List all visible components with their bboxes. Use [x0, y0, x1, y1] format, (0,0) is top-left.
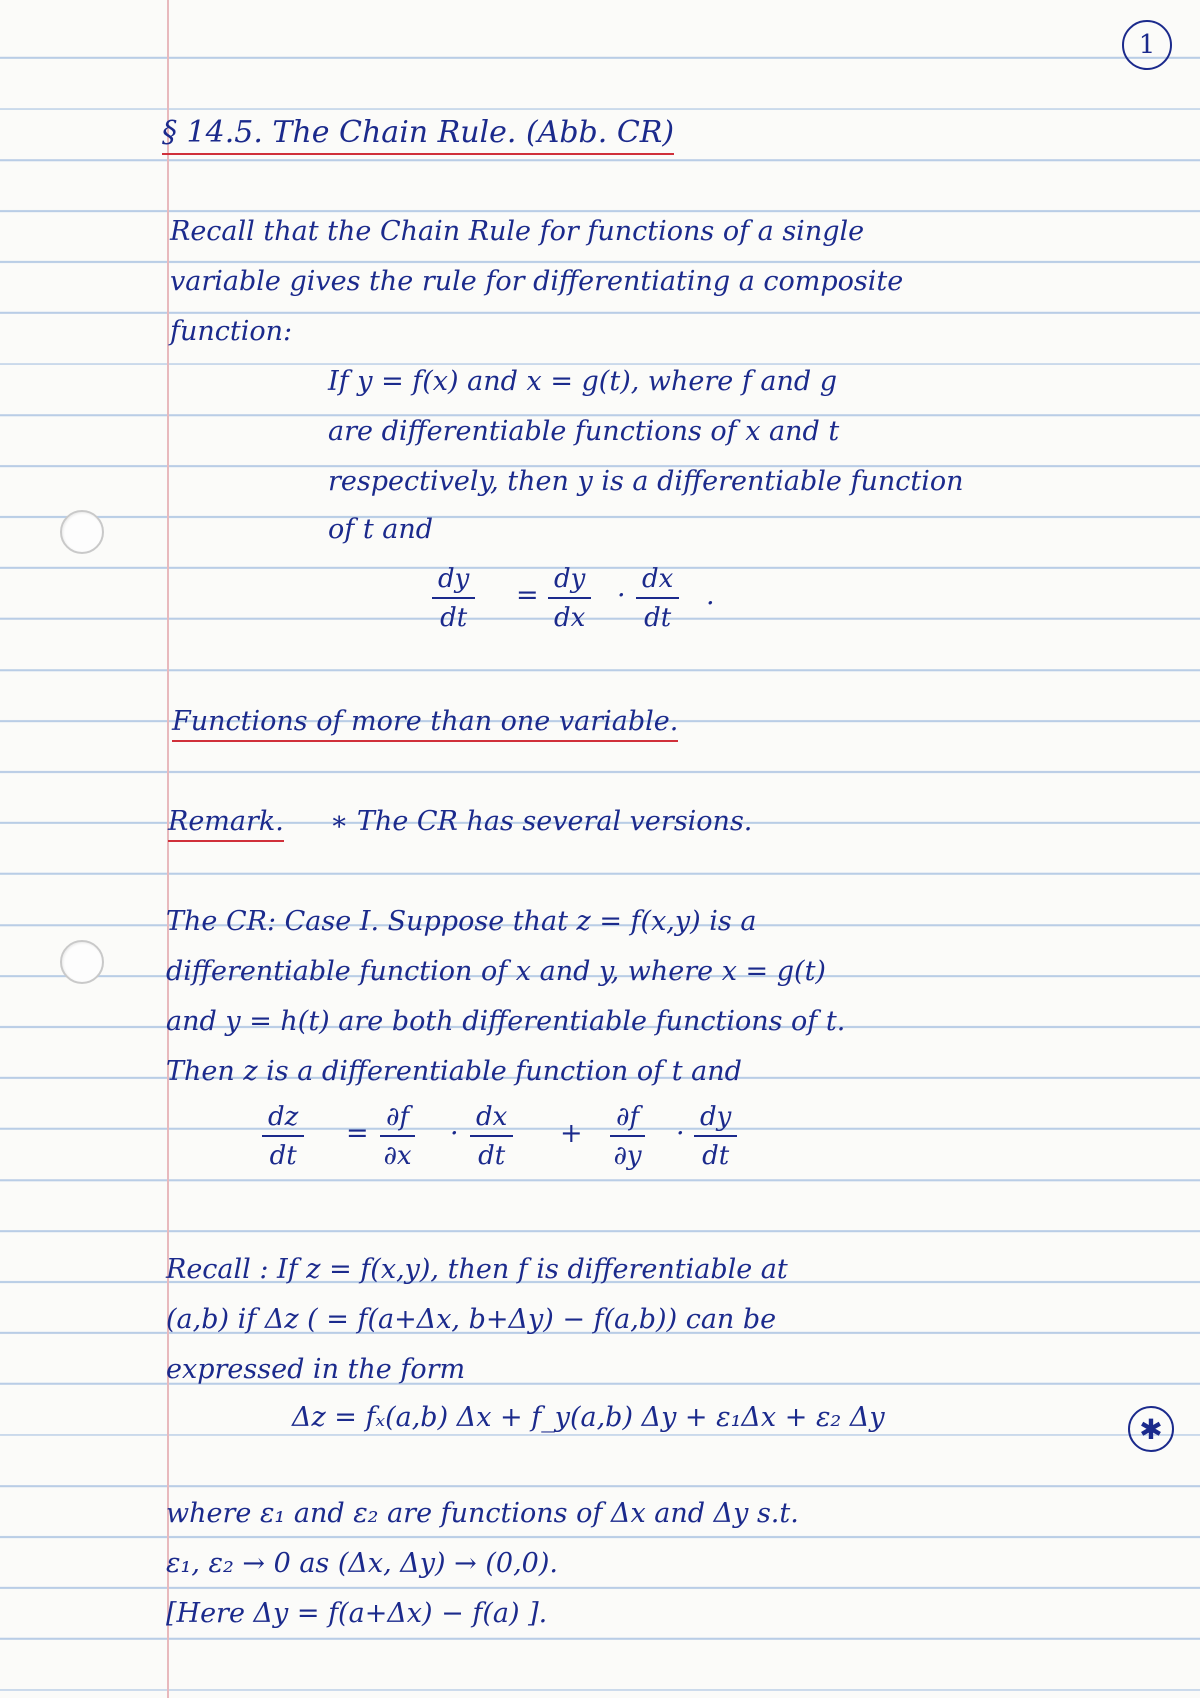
binder-hole-top — [60, 510, 104, 554]
case1-line-1: The CR: Case I. Suppose that z = f(x,y) is a — [166, 906, 757, 937]
dot-operator: · — [617, 580, 626, 611]
single-var-line-2: are differentiable functions of x and t — [328, 416, 840, 447]
remark-label: Remark. — [168, 808, 284, 835]
margin-line — [167, 0, 169, 1698]
recall2-line-3: expressed in the form — [166, 1354, 466, 1385]
case1-line-2: differentiable function of x and y, where x = g(t) — [166, 956, 826, 987]
fraction-dz-dt: $\frac{dz}{dt}$ — [262, 1104, 304, 1169]
fraction-df-dy: $\frac{\partial f}{\partial y}$ — [610, 1104, 645, 1169]
multi-variable-heading: Functions of more than one variable. — [172, 708, 678, 735]
recall2-line-2: (a,b) if Δz ( = f(a+Δx, b+Δy) − f(a,b)) can be — [166, 1304, 777, 1335]
recall2-after-line-1: where ε₁ and ε₂ are functions of Δx and Δy s.t. — [166, 1498, 799, 1529]
section-heading: § 14.5. The Chain Rule. (Abb. CR) — [162, 118, 674, 148]
recall-intro-line-2: variable gives the rule for differentiating a composite — [170, 266, 904, 297]
recall2-after-line-3: [Here Δy = f(a+Δx) − f(a) ]. — [166, 1598, 548, 1629]
recall2-after-line-2: ε₁, ε₂ → 0 as (Δx, Δy) → (0,0). — [166, 1548, 558, 1579]
fraction-dy-dt: $\frac{dy}{dt}$ — [432, 566, 475, 631]
case1-dot-1: · — [450, 1118, 459, 1149]
fraction-df-dx: $\frac{\partial f}{\partial x}$ — [380, 1104, 415, 1169]
binder-hole-bottom — [60, 940, 104, 984]
star-marker: ✱ — [1128, 1406, 1174, 1452]
single-var-line-4: of t and — [328, 514, 434, 545]
equals-sign: = — [516, 580, 539, 611]
fraction-dy-dt-case1: $\frac{dy}{dt}$ — [694, 1104, 737, 1169]
case1-equals: = — [346, 1118, 369, 1149]
fraction-dx-dt-case1: $\frac{dx}{dt}$ — [470, 1104, 513, 1169]
differentiability-formula: Δz = fₓ(a,b) Δx + f_y(a,b) Δy + ε₁Δx + ε₂ Δy — [292, 1402, 885, 1433]
remark-text: ∗ The CR has several versions. — [330, 806, 753, 837]
page-number: 1 — [1122, 20, 1172, 70]
case1-line-4: Then z is a differentiable function of t and — [166, 1056, 742, 1087]
recall-intro-line-1: Recall that the Chain Rule for functions of a single — [170, 216, 865, 247]
recall2-line-1: Recall : If z = f(x,y), then f is differentiable at — [166, 1254, 788, 1285]
case1-dot-2: · — [676, 1118, 685, 1149]
case1-line-3: and y = h(t) are both differentiable functions of t. — [166, 1006, 846, 1037]
single-var-line-1: If y = f(x) and x = g(t), where f and g — [328, 366, 838, 397]
recall-intro-line-3: function: — [170, 316, 293, 347]
single-var-line-3: respectively, then y is a differentiable function — [328, 466, 964, 497]
fraction-dy-dx: $\frac{dy}{dx}$ — [548, 566, 591, 631]
period: . — [706, 580, 715, 611]
fraction-dx-dt: $\frac{dx}{dt}$ — [636, 566, 679, 631]
case1-plus: + — [560, 1118, 583, 1149]
